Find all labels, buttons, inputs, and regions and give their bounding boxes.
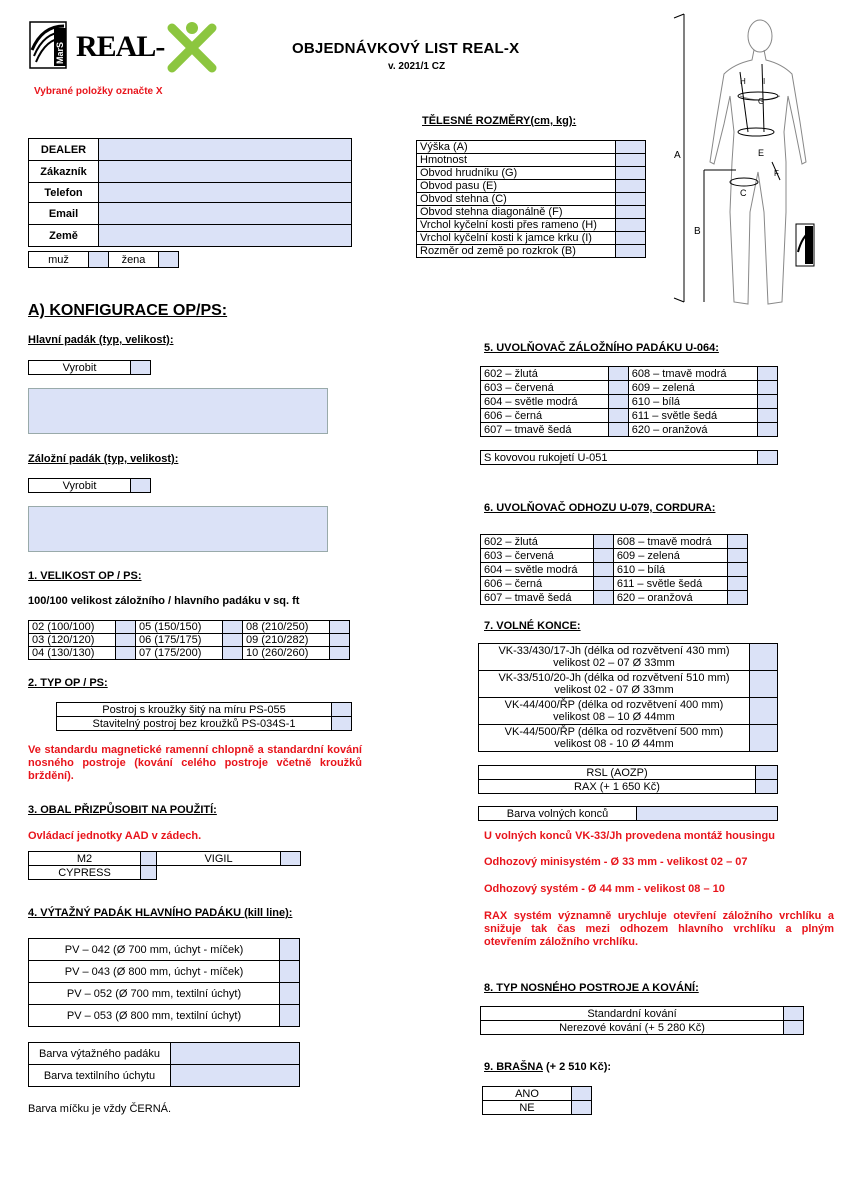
color-option: 602 – žlutá <box>481 535 594 549</box>
measure-label: Obvod stehna (C) <box>417 193 616 206</box>
size-option: 02 (100/100) <box>29 621 116 634</box>
measure-input[interactable] <box>616 245 646 258</box>
color-option: 606 – černá <box>481 577 594 591</box>
container-title: 3. OBAL PŘIZPŮSOBIT NA POUŽITÍ: <box>28 804 217 816</box>
riser-check[interactable] <box>750 698 778 725</box>
color-check[interactable] <box>728 535 748 549</box>
handle-color-label: Barva textilního úchytu <box>29 1065 171 1087</box>
color-option: 608 – tmavě modrá <box>613 535 727 549</box>
aad-check[interactable] <box>141 866 157 880</box>
pilot-chute-color-label: Barva výtažného padáku <box>29 1043 171 1065</box>
size-option: 10 (260/260) <box>243 647 330 660</box>
harness-type-table <box>56 702 352 731</box>
harness-type-title: 2. TYP OP / PS: <box>28 677 108 689</box>
label-e: E <box>758 148 765 158</box>
mars-logo <box>28 20 68 70</box>
color-option: 609 – zelená <box>613 549 727 563</box>
color-check[interactable] <box>758 423 778 437</box>
reserve-handle-table <box>480 366 778 437</box>
hardware-option: Standardní kování <box>481 1007 784 1021</box>
main-make-label: Vyrobit <box>29 361 131 375</box>
dealer-input[interactable] <box>99 139 352 161</box>
pilot-chute-option: PV – 042 (Ø 700 mm, úchyt - míček) <box>29 939 280 961</box>
phone-label: Telefon <box>29 183 99 203</box>
size-option: 05 (150/150) <box>136 621 223 634</box>
cutaway-handle-table <box>480 534 748 605</box>
size-check[interactable] <box>116 647 136 660</box>
pilot-chute-check[interactable] <box>280 939 300 961</box>
aad-option: VIGIL <box>157 852 281 866</box>
hardware-option: Nerezové kování (+ 5 280 Kč) <box>481 1021 784 1035</box>
svg-text:REAL-: REAL- <box>76 30 165 63</box>
riser-note-2: Odhozový minisystém - Ø 33 mm - velikost 02 – 07 <box>484 856 748 868</box>
svg-text:MarS: MarS <box>55 41 65 64</box>
riser-check[interactable] <box>750 671 778 698</box>
instruction-note: Vybrané položky označte X <box>34 86 163 97</box>
color-option: 608 – tmavě modrá <box>628 367 757 381</box>
color-check[interactable] <box>608 395 628 409</box>
metal-handle-label: S kovovou rukojetí U-051 <box>481 451 758 465</box>
size-check[interactable] <box>223 634 243 647</box>
main-make-table <box>28 360 151 375</box>
cutaway-handle-title: 6. UVOLŇOVAČ ODHOZU U-079, CORDURA: <box>484 502 716 514</box>
color-option: 607 – tmavě šedá <box>481 591 594 605</box>
pilot-chute-table <box>28 938 300 1027</box>
measure-label: Obvod stehna diagonálně (F) <box>417 206 616 219</box>
bag-check[interactable] <box>572 1101 592 1115</box>
harness-check[interactable] <box>332 703 352 717</box>
pilot-chute-color-input[interactable] <box>171 1043 300 1065</box>
rsl-check[interactable] <box>756 766 778 780</box>
size-check[interactable] <box>330 634 350 647</box>
color-option: 606 – černá <box>481 409 609 423</box>
reserve-make-table <box>28 478 151 493</box>
hardware-table <box>480 1006 804 1035</box>
color-check[interactable] <box>608 423 628 437</box>
bag-table <box>482 1086 592 1115</box>
color-option: 610 – bílá <box>613 563 727 577</box>
measure-label: Vrchol kyčelní kosti k jamce krku (I) <box>417 232 616 245</box>
color-option: 611 – světle šedá <box>628 409 757 423</box>
customer-input[interactable] <box>99 161 352 183</box>
label-h: H <box>740 77 746 86</box>
color-option: 604 – světle modrá <box>481 395 609 409</box>
size-check[interactable] <box>223 621 243 634</box>
rax-check[interactable] <box>756 780 778 794</box>
size-option: 03 (120/120) <box>29 634 116 647</box>
color-option: 603 – červená <box>481 549 594 563</box>
hardware-check[interactable] <box>784 1007 804 1021</box>
rax-note: RAX systém významně urychluje otevření záložního vrchlíku a snižuje tak čas mezi odhozem hlavního vrchlíku a plným otevřením záložního vrchlíku. <box>484 910 834 948</box>
country-label: Země <box>29 225 99 247</box>
aad-table <box>28 851 301 880</box>
color-check[interactable] <box>728 563 748 577</box>
pilot-chute-check[interactable] <box>280 983 300 1005</box>
color-check[interactable] <box>608 367 628 381</box>
customer-table <box>28 138 352 247</box>
reserve-make-label: Vyrobit <box>29 479 131 493</box>
email-label: Email <box>29 203 99 225</box>
color-option: 620 – oranžová <box>628 423 757 437</box>
color-check[interactable] <box>593 591 613 605</box>
measure-input[interactable] <box>616 206 646 219</box>
label-c: C <box>740 188 747 198</box>
ball-color-note: Barva míčku je vždy ČERNÁ. <box>28 1103 172 1115</box>
measure-label: Obvod hrudníku (G) <box>417 167 616 180</box>
riser-check[interactable] <box>750 644 778 671</box>
gender-table <box>28 251 179 268</box>
riser-color-table <box>478 806 778 821</box>
main-canopy-title: Hlavní padák (typ, velikost): <box>28 334 174 346</box>
label-i: I <box>763 77 766 86</box>
pilot-chute-color-table <box>28 1042 300 1087</box>
risers-title: 7. VOLNÉ KONCE: <box>484 620 581 632</box>
pilot-chute-option: PV – 043 (Ø 800 mm, úchyt - míček) <box>29 961 280 983</box>
bag-check[interactable] <box>572 1087 592 1101</box>
customer-label: Zákazník <box>29 161 99 183</box>
main-canopy-input[interactable] <box>28 388 328 434</box>
risers-table <box>478 643 778 752</box>
color-option: 620 – oranžová <box>613 591 727 605</box>
size-check[interactable] <box>116 621 136 634</box>
color-option: 603 – červená <box>481 381 609 395</box>
pilot-chute-check[interactable] <box>280 1005 300 1027</box>
color-option: 607 – tmavě šedá <box>481 423 609 437</box>
rax-option: RAX (+ 1 650 Kč) <box>479 780 756 794</box>
metal-handle-check[interactable] <box>758 451 778 465</box>
hardware-title: 8. TYP NOSNÉHO POSTROJE A KOVÁNÍ: <box>484 982 699 994</box>
section-a-title: A) KONFIGURACE OP/PS: <box>28 302 228 319</box>
gender-male-label: muž <box>29 252 89 268</box>
size-check[interactable] <box>330 647 350 660</box>
color-check[interactable] <box>728 577 748 591</box>
measure-label: Hmotnost <box>417 154 616 167</box>
body-measurements-table <box>416 140 646 258</box>
measure-input[interactable] <box>616 232 646 245</box>
gender-female-label: žena <box>109 252 159 268</box>
gender-female-check[interactable] <box>159 252 179 268</box>
bag-option: NE <box>483 1101 572 1115</box>
color-check[interactable] <box>593 577 613 591</box>
rsl-table <box>478 765 778 794</box>
email-input[interactable] <box>99 203 352 225</box>
reserve-handle-title: 5. UVOLŇOVAČ ZÁLOŽNÍHO PADÁKU U-064: <box>484 342 719 354</box>
measure-input[interactable] <box>616 193 646 206</box>
size-title: 1. VELIKOST OP / PS: <box>28 570 142 582</box>
version: v. 2021/1 CZ <box>388 61 446 72</box>
pilot-chute-option: PV – 052 (Ø 700 mm, textilní úchyt) <box>29 983 280 1005</box>
color-option: 604 – světle modrá <box>481 563 594 577</box>
bag-price: (+ 2 510 Kč): <box>545 1061 612 1073</box>
measure-input[interactable] <box>616 141 646 154</box>
harness-option: Stavitelný postroj bez kroužků PS-034S-1 <box>57 717 332 731</box>
color-option: 602 – žlutá <box>481 367 609 381</box>
riser-option: VK-44/500/ŘP (délka od rozvětvení 500 mm) velikost 08 - 10 Ø 44mm <box>479 725 750 752</box>
color-check[interactable] <box>593 549 613 563</box>
bag-title-text: 9. BRAŠNA <box>484 1061 543 1073</box>
measure-input[interactable] <box>616 180 646 193</box>
color-check[interactable] <box>758 381 778 395</box>
riser-color-label: Barva volných konců <box>479 807 637 821</box>
measure-label: Rozměr od země po rozkrok (B) <box>417 245 616 258</box>
phone-input[interactable] <box>99 183 352 203</box>
size-check[interactable] <box>223 647 243 660</box>
riser-check[interactable] <box>750 725 778 752</box>
label-a: A <box>674 150 681 161</box>
size-option: 07 (175/200) <box>136 647 223 660</box>
label-g: G <box>758 97 765 106</box>
measure-input[interactable] <box>616 154 646 167</box>
aad-note: Ovládací jednotky AAD v zádech. <box>28 830 202 842</box>
pilot-chute-option: PV – 053 (Ø 800 mm, textilní úchyt) <box>29 1005 280 1027</box>
label-b: B <box>694 226 701 237</box>
body-figure-illustration <box>664 12 842 324</box>
pilot-chute-title: 4. VÝTAŽNÝ PADÁK HLAVNÍHO PADÁKU (kill line): <box>28 907 293 919</box>
page-title: OBJEDNÁVKOVÝ LIST REAL-X <box>292 40 520 57</box>
riser-option: VK-44/400/ŘP (délka od rozvětvení 400 mm) velikost 08 – 10 Ø 44mm <box>479 698 750 725</box>
color-check[interactable] <box>728 549 748 563</box>
country-input[interactable] <box>99 225 352 247</box>
harness-note: Ve standardu magnetické ramenní chlopně a standardní kování nosného postroje (kování celého postroje včetně kroužků brždění). <box>28 744 362 782</box>
riser-option: VK-33/430/17-Jh (délka od rozvětvení 430 mm) velikost 02 – 07 Ø 33mm <box>479 644 750 671</box>
size-check[interactable] <box>330 621 350 634</box>
measure-input[interactable] <box>616 167 646 180</box>
pilot-chute-check[interactable] <box>280 961 300 983</box>
dealer-label: DEALER <box>29 139 99 161</box>
size-check[interactable] <box>116 634 136 647</box>
color-option: 610 – bílá <box>628 395 757 409</box>
measure-label: Obvod pasu (E) <box>417 180 616 193</box>
measure-label: Vrchol kyčelní kosti přes rameno (H) <box>417 219 616 232</box>
bag-option: ANO <box>483 1087 572 1101</box>
reserve-canopy-input[interactable] <box>28 506 328 552</box>
color-check[interactable] <box>758 395 778 409</box>
realx-logo <box>72 22 232 74</box>
color-check[interactable] <box>593 535 613 549</box>
size-option: 04 (130/130) <box>29 647 116 660</box>
label-f: F <box>774 169 779 178</box>
main-make-check[interactable] <box>131 361 151 375</box>
size-table <box>28 620 350 660</box>
riser-option: VK-33/510/20-Jh (délka od rozvětvení 510 mm) velikost 02 - 07 Ø 33mm <box>479 671 750 698</box>
color-option: 611 – světle šedá <box>613 577 727 591</box>
aad-check[interactable] <box>281 852 301 866</box>
aad-option: CYPRESS <box>29 866 141 880</box>
rsl-option: RSL (AOZP) <box>479 766 756 780</box>
color-check[interactable] <box>758 367 778 381</box>
color-check[interactable] <box>728 591 748 605</box>
handle-color-input[interactable] <box>171 1065 300 1087</box>
reserve-canopy-title: Záložní padák (typ, velikost): <box>28 453 179 465</box>
size-subtitle: 100/100 velikost záložního / hlavního padáku v sq. ft <box>28 595 300 607</box>
aad-check[interactable] <box>141 852 157 866</box>
riser-color-input[interactable] <box>637 807 778 821</box>
color-check[interactable] <box>608 381 628 395</box>
gender-male-check[interactable] <box>89 252 109 268</box>
size-option: 09 (210/282) <box>243 634 330 647</box>
riser-note-3: Odhozový systém - Ø 44 mm - velikost 08 – 10 <box>484 883 725 895</box>
measure-label: Výška (A) <box>417 141 616 154</box>
aad-option: M2 <box>29 852 141 866</box>
color-check[interactable] <box>608 409 628 423</box>
color-option: 609 – zelená <box>628 381 757 395</box>
reserve-make-check[interactable] <box>131 479 151 493</box>
body-measurements-title: TĚLESNÉ ROZMĚRY(cm, kg): <box>422 115 577 127</box>
hardware-check[interactable] <box>784 1021 804 1035</box>
color-check[interactable] <box>593 563 613 577</box>
metal-handle-table <box>480 450 778 465</box>
size-option: 06 (175/175) <box>136 634 223 647</box>
measure-input[interactable] <box>616 219 646 232</box>
harness-check[interactable] <box>332 717 352 731</box>
color-check[interactable] <box>758 409 778 423</box>
size-option: 08 (210/250) <box>243 621 330 634</box>
riser-note-1: U volných konců VK-33/Jh provedena montáž housingu <box>484 830 775 842</box>
bag-title <box>484 1061 611 1073</box>
harness-option: Postroj s kroužky šitý na míru PS-055 <box>57 703 332 717</box>
